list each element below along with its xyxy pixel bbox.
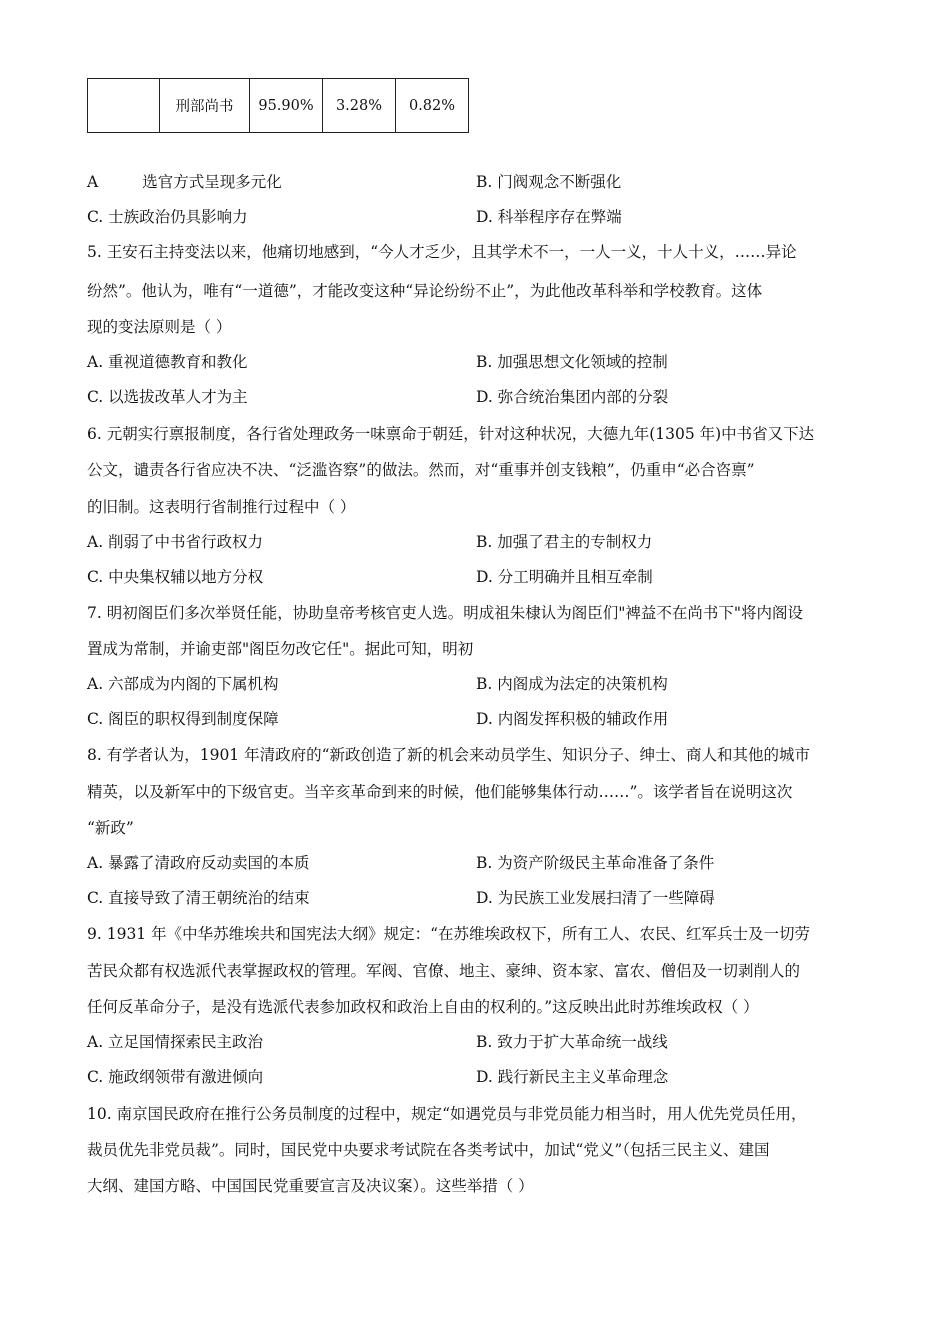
- q7-option-a: A. 六部成为内阁的下属机构: [87, 675, 279, 693]
- q8-stem-line: “新政”: [87, 819, 134, 837]
- q9-stem-line: 任何反革命分子，是没有选派代表参加政权和政治上自由的权利的。”这反映出此时苏维埃政权（ ）: [87, 998, 759, 1016]
- q10-stem-line: 10. 南京国民政府在推行公务员制度的过程中，规定“如遇党员与非党员能力相当时，用人优先党员任用，: [87, 1105, 807, 1123]
- q6-stem-line: 6. 元朝实行禀报制度，各行省处理政务一味禀命于朝廷，针对这种状况，大德九年(1305 年)中书省又下达: [87, 425, 815, 443]
- q6-option-a: A. 削弱了中书省行政权力: [87, 533, 264, 551]
- q8-stem-line: 8. 有学者认为，1901 年清政府的“新政创造了新的机会来动员学生、知识分子、绅士、商人和其他的城市: [87, 746, 811, 764]
- q8-option-a: A. 暴露了清政府反动卖国的本质: [87, 854, 310, 872]
- officials-table: [87, 78, 469, 133]
- q7-stem-line: 置成为常制，并谕吏部"阁臣勿改它任"。据此可知，明初: [87, 640, 474, 658]
- q9-option-c: C. 施政纲领带有激进倾向: [87, 1068, 264, 1086]
- q6-stem-line: 公文，谴责各行省应决不决、“泛滥咨察”的做法。然而，对“重事并创支钱粮”，仍重申“必合咨禀”: [87, 461, 755, 479]
- q10-stem-line: 裁员优先非党员裁”。同时，国民党中央要求考试院在各类考试中，加试“党义”（包括三民主义、建国: [87, 1141, 770, 1159]
- q9-option-d: D. 践行新民主主义革命理念: [476, 1068, 669, 1086]
- table-cell: 0.82%: [396, 79, 469, 133]
- q8-stem-line: 精英，以及新军中的下级官吏。当辛亥革命到来的时候，他们能够集体行动……”。该学者旨在说明这次: [87, 783, 793, 801]
- table-cell: 95.90%: [250, 79, 323, 133]
- q7-option-c: C. 阁臣的职权得到制度保障: [87, 710, 279, 728]
- q5-option-a: A. 重视道德教育和教化: [87, 353, 248, 371]
- q9-option-b: B. 致力于扩大革命统一战线: [476, 1033, 668, 1051]
- q4-option-b: B. 门阀观念不断强化: [476, 173, 622, 191]
- q9-stem-line: 9. 1931 年《中华苏维埃共和国宪法大纲》规定：“在苏维埃政权下，所有工人、农民、红军兵士及一切劳: [87, 925, 811, 943]
- q8-option-c: C. 直接导致了清王朝统治的结束: [87, 889, 310, 907]
- q4-option-a-text: 选官方式呈现多元化: [142, 173, 282, 191]
- q5-option-b: B. 加强思想文化领域的控制: [476, 353, 668, 371]
- q6-option-d: D. 分工明确并且相互牵制: [476, 568, 653, 586]
- q7-option-b: B. 内阁成为法定的决策机构: [476, 675, 668, 693]
- q9-option-a: A. 立足国情探索民主政治: [87, 1033, 264, 1051]
- q6-option-c: C. 中央集权辅以地方分权: [87, 568, 264, 586]
- q5-stem-line: 5. 王安石主持变法以来，他痛切地感到，“今人才乏少，且其学术不一，一人一义，十人十义，……异论: [87, 243, 797, 261]
- q5-stem-line: 纷然”。他认为，唯有“一道德”，才能改变这种“异论纷纷不止”，为此他改革科举和学校教育。这体: [87, 282, 763, 300]
- q10-stem-line: 大纲、建国方略、中国国民党重要宣言及决议案）。这些举措（ ）: [87, 1177, 534, 1195]
- q4-option-a-label: A: [87, 173, 99, 191]
- q8-option-b: B. 为资产阶级民主革命准备了条件: [476, 854, 715, 872]
- q7-stem-line: 7. 明初阁臣们多次举贤任能，协助皇帝考核官吏人选。明成祖朱棣认为阁臣们"裨益不在尚书下"将内阁设: [87, 604, 803, 622]
- q6-stem-line: 的旧制。这表明行省制推行过程中（ ）: [87, 498, 356, 516]
- q5-option-c: C. 以选拔改革人才为主: [87, 388, 248, 406]
- q6-option-b: B. 加强了君主的专制权力: [476, 533, 653, 551]
- q9-stem-line: 苦民众都有权选派代表掌握政权的管理。军阀、官僚、地主、豪绅、资本家、富农、僧侣及一切剥削人的: [87, 962, 801, 980]
- table-cell: 3.28%: [323, 79, 396, 133]
- q4-option-c: C. 士族政治仍具影响力: [87, 208, 248, 226]
- q4-option-d: D. 科举程序存在弊端: [476, 208, 622, 226]
- q4-option-a: [87, 171, 282, 193]
- q8-option-d: D. 为民族工业发展扫清了一些障碍: [476, 889, 715, 907]
- q5-option-d: D. 弥合统治集团内部的分裂: [476, 388, 669, 406]
- table-row: [88, 79, 469, 133]
- table-cell: 刑部尚书: [160, 79, 250, 133]
- table-cell: [88, 79, 160, 133]
- q5-stem-line: 现的变法原则是（ ）: [87, 318, 232, 336]
- q7-option-d: D. 内阁发挥积极的辅政作用: [476, 710, 669, 728]
